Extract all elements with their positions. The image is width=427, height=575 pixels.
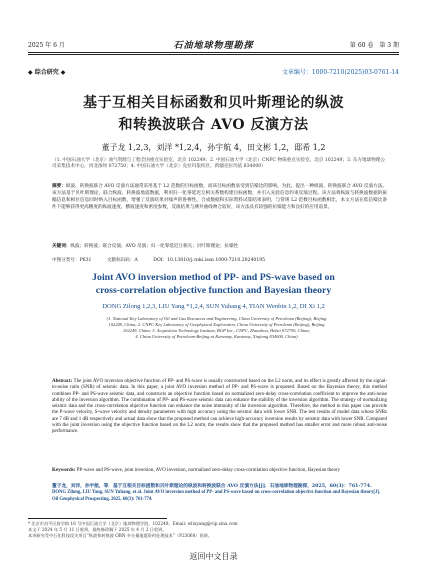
authors-english: DONG Zilong 1,2,3, LIU Yang *1,2,4, SUN Yuhang 4, TIAN Wenbin 1,2, DI Xi 1,2 [102, 303, 325, 310]
footnote-rule [28, 518, 167, 519]
header-rule-top [28, 52, 399, 53]
back-to-contents-link[interactable]: 返回中文目录 [189, 552, 238, 561]
abstract-en-label: Abstract: [52, 379, 73, 384]
authors-chinese: 董子龙 1,2,3，刘洋 *1,2,4，孙宇航 4，田文彬 1,2，邸希 1,2 [101, 143, 326, 152]
footnotes [28, 521, 399, 538]
issue-date: 2025 年 6 月 [28, 42, 65, 49]
title-chinese [40, 92, 387, 136]
keywords-chinese [52, 243, 387, 250]
title-cn-line-2: 和转换波联合 AVO 反演方法 [118, 117, 309, 133]
classification-row [52, 257, 387, 263]
title-english [50, 272, 377, 297]
title-en-line-2: cross-correlation objective function and Bayesian theory [95, 284, 332, 296]
abstract-chinese [52, 183, 387, 211]
keywords-en-label: Keywords: [52, 468, 76, 473]
article-number: 文章编号：1000-7210(2025)03-0761-14 [281, 69, 399, 76]
affiliations-english [56, 316, 377, 340]
clc-number: 中图分类号：P631 [52, 258, 92, 263]
footnote-corresponding: * 北京市昌平区府学路 18 号中国石油大学（北京）地球物理学院，102249。Email: wliuyang@vip.sina.com [28, 521, 238, 526]
affil-en-line-4: 4. China University of Petroleum-Beijing at Karamay, Karamay, Xinjiang 834000, China) [135, 334, 298, 339]
keywords-en-text: PP-wave and PS-wave, joint inversion, AVO inversion, normalized zero-delay cross-correlation objective function, Bayesian theory [76, 468, 341, 473]
affil-en-line-2: 102249, China; 2. CNPC Key Laboratory of Geophysical Exploration, China University of Petroleum (Beijing), Beijing [108, 322, 325, 327]
citation-block [52, 484, 387, 503]
running-header [28, 38, 399, 50]
title-en-line-1: Joint AVO inversion method of PP- and PS-wave based on [92, 272, 335, 283]
keywords-english [52, 468, 387, 474]
affil-en-line-1: (1. National Key Laboratory of Oil and Gas Resources and Engineering, China University of Petroleum (Beijing), Beijing [106, 316, 327, 321]
document-code: 文献标识码：A [106, 258, 138, 263]
volume-issue: 第 60 卷 第 3 期 [349, 42, 399, 49]
abstract-english [52, 379, 387, 436]
header-rule-bottom [28, 54, 399, 55]
keywords-cn-text: 纵波；转换波；联合反演；AVO 反演；归一化零延迟互相关；贝叶斯理论；抗噪性 [70, 244, 239, 249]
abstract-cn-label: 摘要： [52, 184, 66, 189]
citation-chinese: 董子龙，刘洋，孙宇航，等．基于互相关目标函数和贝叶斯理论的纵波和转换波联合 AVO 反演方法[J]．石油地球物理勘探，2025，60(3)：761-774. [52, 484, 372, 489]
journal-name: 石油地球物理勘探 [173, 41, 254, 51]
keywords-cn-label: 关键词： [52, 244, 71, 249]
affil-en-line-3: 102249, China; 3. Acquisition Technology Institute, BGP Inc., CNPC, Zhuozhou, Hebei 072750, China; [122, 328, 311, 333]
footnote-dates: 本文于 2024 年 5 月 11 日收到，最终修改稿于 2025 年 4 月 2 日收到。 [28, 526, 167, 532]
title-cn-line-1: 基于互相关目标函数和贝叶斯理论的纵波 [83, 95, 344, 111]
abstract-en-text: The joint AVO inversion objective function of PP- and PS-wave is usually constructed based on the L2 norm, and its effect is greatly affected by the signal-to-noise ratio (SNR) of seismic data. In this paper, a joint AVO inversion method of PP- and PS-wave is proposed. Based on the Bayesian theory, this method combines PP- and PS-wave seismic data, and constructs an objective function based on normalized zero-delay cross-correlation coefficient to improve the anti-noise ability of the inversion algorithm. The combination of PP- and PS-wave seismic data can enhance the stability of the inversion algorithm. The strategy of normalizing seismic data and the cross-correlation objective function can enhance the noise immunity of the inversion algorithm. Therefore, the method in this paper can provide the P-wave velocity, S-wave velocity and density parameters with high accuracy using the seismic data with lower SNR. The test results of model data whose SNRs are 7 dB and 1 dB respectively and actual data show that the proposed method can achieve high-accuracy inversion results by seismic data with lower SNR. Compared with the joint inversion using the objective function based on the L2 norm, the results show that the proposed method has smaller error and more robust anti-noise performance. [52, 379, 387, 435]
affiliations-chinese: （1. 中国石油大学（北京）油气资源与工程全国重点实验室，北京 102249；2. 中国石油大学（北京）CNPC 物探重点实验室，北京 102249；3. 东方地球物理公司采集技术中心，河北涿州 072750；4. 中国石油大学（北京）克拉玛依校区，新疆克拉玛依 834000） [52, 158, 385, 170]
doi-link[interactable]: DOI：10.13810/j.cnki.issn.1000-7210.20240195 [153, 258, 266, 263]
section-label: ◆ 综合研究 ◆ [28, 69, 66, 76]
citation-english: DONG Zilong, LIU Yang, SUN Yuhang, et al. Joint AVO inversion method of PP- and PS-wave based on cross-correlation objective function and Bayesian theory[J]. Oil Geophysical Prospecting, 2025, 60(3): 761-774. [52, 490, 381, 502]
abstract-cn-text: 纵波、转换波联合 AVO 反演方法通常采用基于 L2 范数的目标函数，而该目标函数易受到信噪比的影响。为此，提出一种纵波、转换波联合 AVO 反演方法。该方法基于贝叶斯理论，联合纵波、转换波地震数据，利用归一化零延迟互相关系数构建目标函数，并引入先验信息约束反演过程。该方法将纵波与转换波数据的振幅信息和相位信息同时纳入目标函数，增强了反演结果对噪声的鲁棒性。合成数据和实际资料试算结果表明，与常规 L2 范数目标函数相比，本文方法在低信噪比条件下能够获得更高精度的纵波速度、横波速度和密度参数，反演结果与测井曲线吻合较好，该方法具有较强的抗噪能力和良好的应用前景。 [52, 184, 387, 210]
footnote-funding: 本项研究受中石化科技攻关项目“纵波和转换波 OBN 多分量地震资料处理技术”（P23068）资助。 [28, 532, 213, 538]
